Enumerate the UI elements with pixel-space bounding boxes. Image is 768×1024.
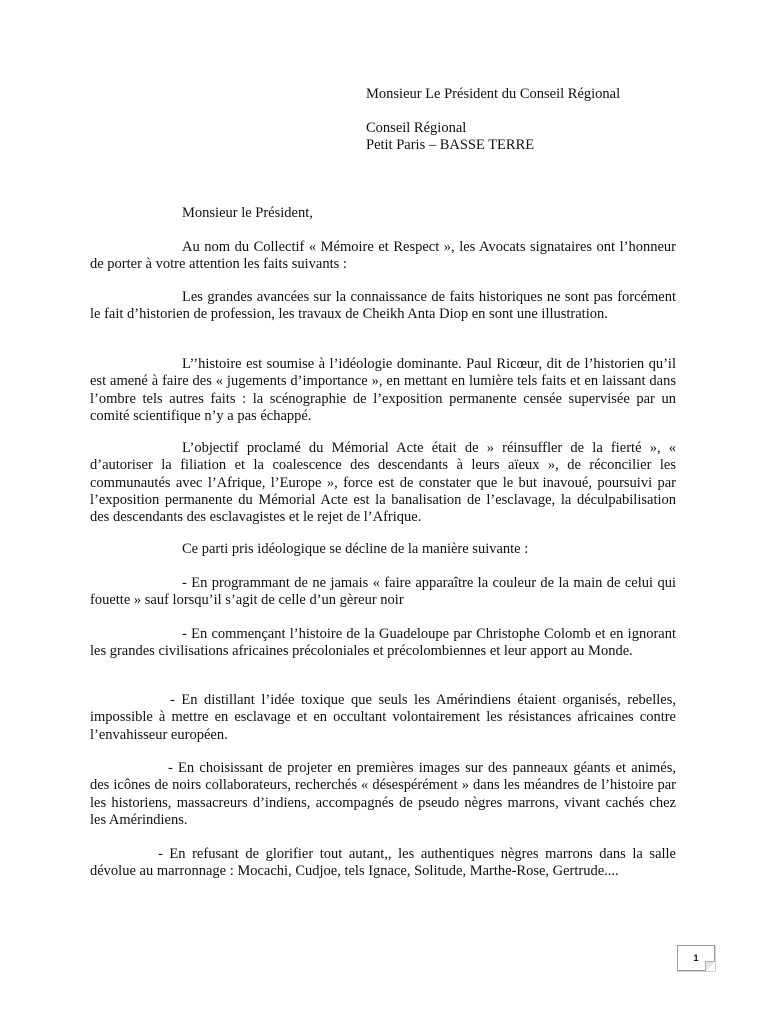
paragraph-advances: Les grandes avancées sur la connaissance de faits historiques ne sont pas forcément le fait d’historien de profession, les travaux de Cheikh Anta Diop en sont une illustration.	[90, 289, 676, 323]
page-number: 1	[693, 953, 699, 963]
salutation: Monsieur le Président,	[182, 205, 313, 221]
paragraph-ideology: L’’histoire est soumise à l’idéologie dominante. Paul Ricœur, dit de l’historien qu’il est amené à faire des « jugements d’importance », en mettant en lumière tels faits et en laissant dans l’ombre tels autres faits : la scénographie de l’exposition permanente censée supervisée par un comité scientifique n’y a pas échappé.	[90, 356, 676, 424]
bullet-amerindians: - En distillant l’idée toxique que seuls les Amérindiens étaient organisés, rebelles, impossible à mettre en esclavage et en occultant volontairement les résistances africaines contre l’envahisseur européen.	[90, 692, 676, 743]
paragraph-intro: Au nom du Collectif « Mémoire et Respect », les Avocats signataires ont l’honneur de porter à votre attention les faits suivants :	[90, 239, 676, 273]
page-fold-icon	[705, 961, 715, 971]
page-number-badge	[677, 945, 715, 971]
bullet-programming: - En programmant de ne jamais « faire apparaître la couleur de la main de celui qui fouette » sauf lorsqu’il s’agit de celle d’un gèreur noir	[90, 575, 676, 609]
bullet-columbus: - En commençant l’histoire de la Guadeloupe par Christophe Colomb et en ignorant les grandes civilisations africaines précoloniales et précolombiennes et leur apport au Monde.	[90, 626, 676, 660]
paragraph-objective: L’objectif proclamé du Mémorial Acte était de » réinsuffler de la fierté », « d’autoriser la filiation et la coalescence des descendants à leurs aïeux », de réconcilier les communautés avec l’Afrique, l’Europe », force est de constater que le but inavoué, poursuivi par l’exposition permanente du Mémorial Acte est la banalisation de l’esclavage, la déculpabilisation des descendants des esclavagistes et le rejet de l’Afrique.	[90, 440, 676, 526]
bullet-maroons: - En refusant de glorifier tout autant,, les authentiques nègres marrons dans la salle dévolue au marronnage : Mocachi, Cudjoe, tels Ignace, Solitude, Marthe-Rose, Gertrude....	[90, 846, 676, 880]
paragraph-bias-intro: Ce parti pris idéologique se décline de la manière suivante :	[182, 541, 529, 557]
recipient-title: Monsieur Le Président du Conseil Régional	[366, 86, 621, 102]
recipient-address: Petit Paris – BASSE TERRE	[366, 137, 535, 153]
bullet-projection: - En choisissant de projeter en premières images sur des panneaux géants et animés, des icônes de noirs collaborateurs, recherchés « désespérément » dans les méandres de l’histoire par les historiens, massacreurs d’indiens, accompagnés de pseudo nègres marrons, vivant cachés chez les Amérindiens.	[90, 760, 676, 828]
recipient-org: Conseil Régional	[366, 120, 467, 136]
